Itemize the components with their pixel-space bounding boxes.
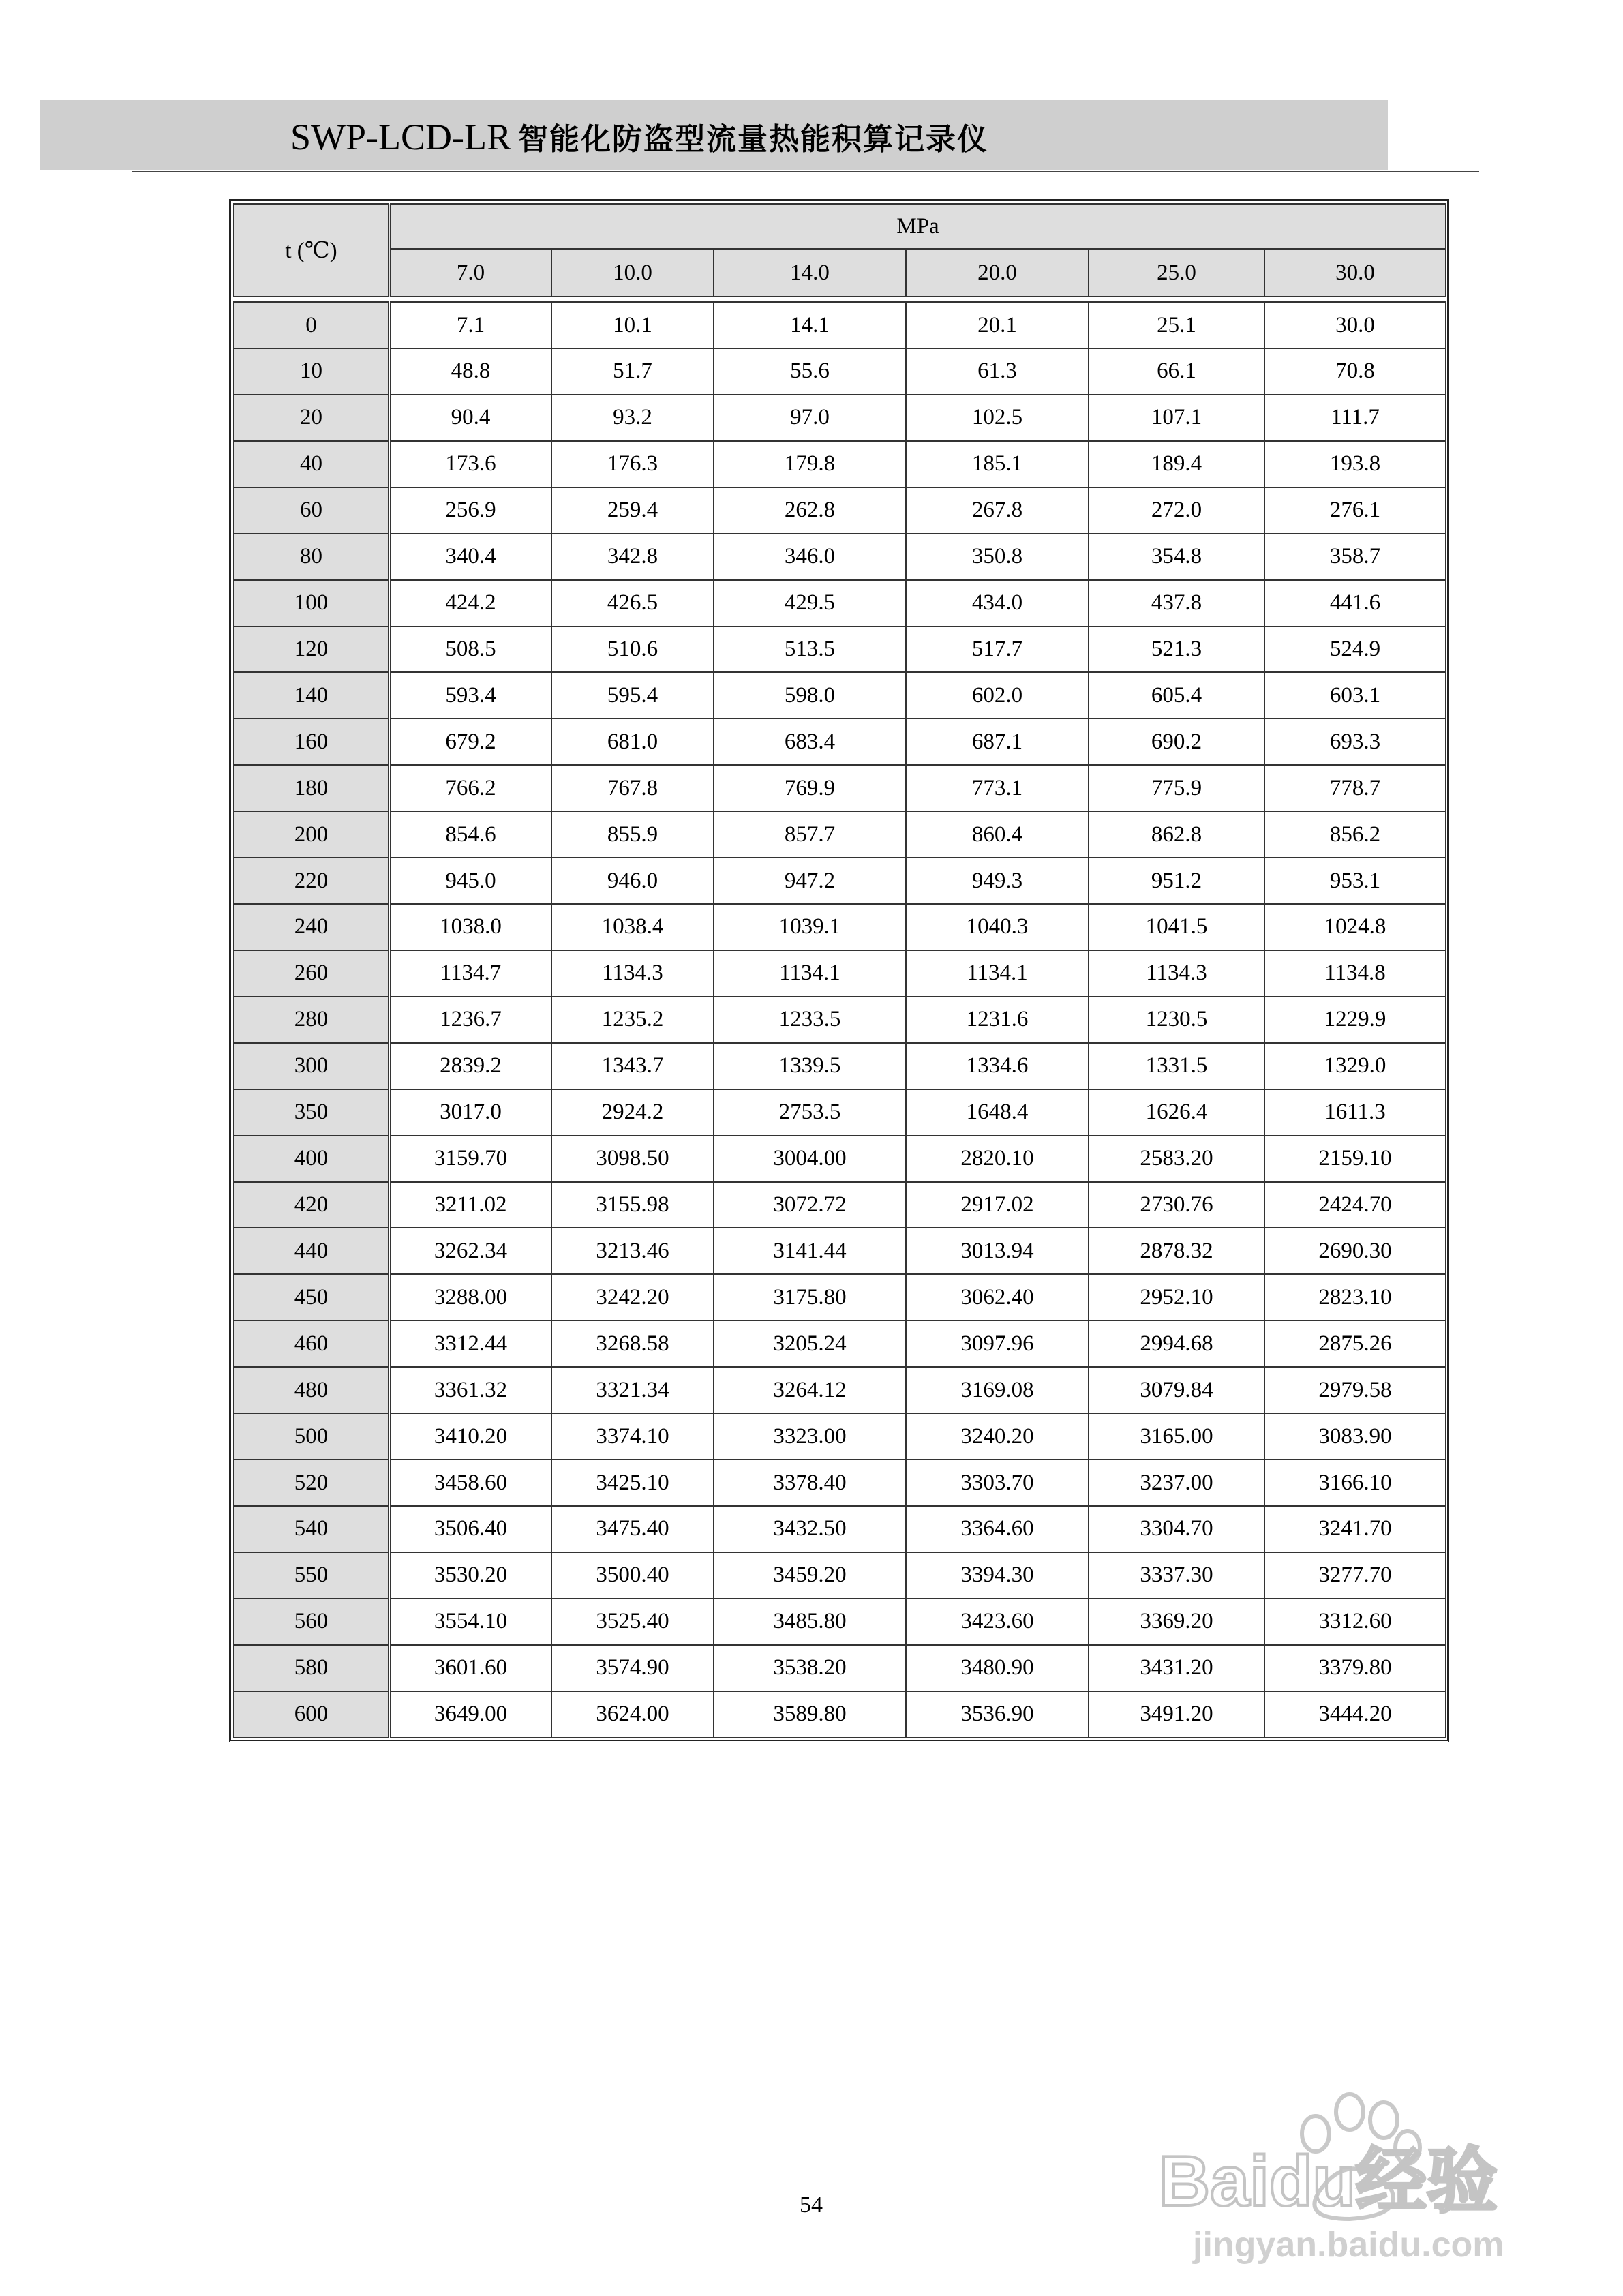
table-row [234, 858, 1446, 904]
enthalpy-cell: 3506.40 [389, 1506, 551, 1552]
enthalpy-cell: 2753.5 [714, 1089, 906, 1136]
enthalpy-cell: 1233.5 [714, 997, 906, 1043]
header-separator [234, 297, 1446, 302]
enthalpy-cell: 3554.10 [389, 1599, 551, 1645]
enthalpy-cell: 3169.08 [906, 1367, 1089, 1413]
enthalpy-cell: 2424.70 [1264, 1182, 1446, 1228]
enthalpy-cell: 1038.4 [551, 904, 714, 950]
temperature-cell: 350 [234, 1089, 389, 1136]
enthalpy-cell: 947.2 [714, 858, 906, 904]
enthalpy-cell: 681.0 [551, 719, 714, 765]
table-row [234, 1367, 1446, 1413]
header-divider [132, 171, 1479, 172]
enthalpy-cell: 1134.1 [714, 950, 906, 997]
enthalpy-cell: 767.8 [551, 765, 714, 811]
enthalpy-cell: 2979.58 [1264, 1367, 1446, 1413]
watermark-brand: Baidu经验 [1159, 2142, 1498, 2221]
enthalpy-cell: 1134.8 [1264, 950, 1446, 997]
table-row [234, 441, 1446, 487]
paw-toe-icon [1336, 2094, 1363, 2130]
enthalpy-cell: 3624.00 [551, 1691, 714, 1738]
enthalpy-cell: 179.8 [714, 441, 906, 487]
enthalpy-cell: 517.7 [906, 626, 1089, 673]
table-row [234, 1043, 1446, 1089]
enthalpy-table-frame [229, 199, 1449, 1742]
temperature-cell: 450 [234, 1274, 389, 1320]
enthalpy-cell: 687.1 [906, 719, 1089, 765]
enthalpy-cell: 3432.50 [714, 1506, 906, 1552]
enthalpy-cell: 107.1 [1089, 395, 1264, 441]
table-row [234, 1228, 1446, 1274]
enthalpy-cell: 1236.7 [389, 997, 551, 1043]
temperature-cell: 140 [234, 672, 389, 719]
enthalpy-cell: 346.0 [714, 534, 906, 580]
enthalpy-cell: 259.4 [551, 487, 714, 534]
enthalpy-cell: 2583.20 [1089, 1136, 1264, 1182]
enthalpy-cell: 1229.9 [1264, 997, 1446, 1043]
enthalpy-cell: 603.1 [1264, 672, 1446, 719]
pressure-column-header: 20.0 [906, 249, 1089, 297]
enthalpy-cell: 3303.70 [906, 1460, 1089, 1506]
table-row [234, 997, 1446, 1043]
enthalpy-cell: 775.9 [1089, 765, 1264, 811]
enthalpy-cell: 1134.3 [551, 950, 714, 997]
enthalpy-cell: 7.1 [389, 302, 551, 348]
enthalpy-cell: 276.1 [1264, 487, 1446, 534]
enthalpy-cell: 1339.5 [714, 1043, 906, 1089]
enthalpy-cell: 97.0 [714, 395, 906, 441]
table-row [234, 1460, 1446, 1506]
enthalpy-cell: 267.8 [906, 487, 1089, 534]
enthalpy-cell: 173.6 [389, 441, 551, 487]
enthalpy-cell: 2917.02 [906, 1182, 1089, 1228]
temperature-cell: 220 [234, 858, 389, 904]
table-row [234, 950, 1446, 997]
table-row [234, 1691, 1446, 1738]
enthalpy-cell: 1331.5 [1089, 1043, 1264, 1089]
enthalpy-cell: 1134.1 [906, 950, 1089, 997]
table-row [234, 1089, 1446, 1136]
enthalpy-cell: 437.8 [1089, 580, 1264, 626]
table-row [234, 1136, 1446, 1182]
enthalpy-cell: 855.9 [551, 811, 714, 858]
enthalpy-cell: 3237.00 [1089, 1460, 1264, 1506]
enthalpy-cell: 102.5 [906, 395, 1089, 441]
enthalpy-cell: 3337.30 [1089, 1552, 1264, 1599]
enthalpy-cell: 3241.70 [1264, 1506, 1446, 1552]
enthalpy-cell: 510.6 [551, 626, 714, 673]
enthalpy-cell: 354.8 [1089, 534, 1264, 580]
table-row [234, 302, 1446, 348]
temperature-cell: 500 [234, 1413, 389, 1460]
baidu-watermark [1145, 2052, 1581, 2270]
enthalpy-cell: 679.2 [389, 719, 551, 765]
enthalpy-cell: 595.4 [551, 672, 714, 719]
enthalpy-cell: 1648.4 [906, 1089, 1089, 1136]
enthalpy-cell: 1134.3 [1089, 950, 1264, 997]
pressure-column-header: 10.0 [551, 249, 714, 297]
enthalpy-cell: 3083.90 [1264, 1413, 1446, 1460]
enthalpy-cell: 30.0 [1264, 302, 1446, 348]
temperature-cell: 120 [234, 626, 389, 673]
enthalpy-cell: 602.0 [906, 672, 1089, 719]
pressure-column-header: 30.0 [1264, 249, 1446, 297]
enthalpy-cell: 3458.60 [389, 1460, 551, 1506]
enthalpy-cell: 3410.20 [389, 1413, 551, 1460]
enthalpy-cell: 3304.70 [1089, 1506, 1264, 1552]
table-row [234, 765, 1446, 811]
enthalpy-cell: 3211.02 [389, 1182, 551, 1228]
table-row [234, 487, 1446, 534]
table-row [234, 626, 1446, 673]
enthalpy-cell: 3480.90 [906, 1645, 1089, 1691]
title-description: 智能化防盗型流量热能积算记录仪 [518, 122, 988, 157]
enthalpy-cell: 3485.80 [714, 1599, 906, 1645]
enthalpy-cell: 3155.98 [551, 1182, 714, 1228]
enthalpy-cell: 693.3 [1264, 719, 1446, 765]
temperature-cell: 240 [234, 904, 389, 950]
temperature-cell: 460 [234, 1320, 389, 1367]
enthalpy-cell: 48.8 [389, 348, 551, 395]
enthalpy-cell: 429.5 [714, 580, 906, 626]
enthalpy-cell: 2924.2 [551, 1089, 714, 1136]
enthalpy-cell: 340.4 [389, 534, 551, 580]
temperature-cell: 300 [234, 1043, 389, 1089]
enthalpy-cell: 3159.70 [389, 1136, 551, 1182]
temperature-cell: 280 [234, 997, 389, 1043]
enthalpy-cell: 3601.60 [389, 1645, 551, 1691]
enthalpy-cell: 2839.2 [389, 1043, 551, 1089]
enthalpy-cell: 3312.44 [389, 1320, 551, 1367]
enthalpy-cell: 90.4 [389, 395, 551, 441]
enthalpy-cell: 2823.10 [1264, 1274, 1446, 1320]
enthalpy-cell: 3141.44 [714, 1228, 906, 1274]
enthalpy-cell: 3312.60 [1264, 1599, 1446, 1645]
enthalpy-cell: 2878.32 [1089, 1228, 1264, 1274]
pressure-column-header: 25.0 [1089, 249, 1264, 297]
enthalpy-cell: 3166.10 [1264, 1460, 1446, 1506]
enthalpy-cell: 3491.20 [1089, 1691, 1264, 1738]
enthalpy-cell: 3431.20 [1089, 1645, 1264, 1691]
temperature-cell: 180 [234, 765, 389, 811]
table-row [234, 1645, 1446, 1691]
enthalpy-cell: 508.5 [389, 626, 551, 673]
enthalpy-cell: 14.1 [714, 302, 906, 348]
enthalpy-cell: 262.8 [714, 487, 906, 534]
table-row [234, 395, 1446, 441]
table-row [234, 348, 1446, 395]
page-number: 54 [800, 2192, 823, 2218]
enthalpy-cell: 185.1 [906, 441, 1089, 487]
temperature-cell: 550 [234, 1552, 389, 1599]
watermark-url: jingyan.baidu.com [1193, 2225, 1504, 2265]
enthalpy-cell: 272.0 [1089, 487, 1264, 534]
enthalpy-cell: 951.2 [1089, 858, 1264, 904]
enthalpy-cell: 3530.20 [389, 1552, 551, 1599]
enthalpy-cell: 3364.60 [906, 1506, 1089, 1552]
enthalpy-cell: 111.7 [1264, 395, 1446, 441]
document-title [290, 113, 988, 161]
enthalpy-cell: 434.0 [906, 580, 1089, 626]
table-row [234, 1506, 1446, 1552]
enthalpy-cell: 3379.80 [1264, 1645, 1446, 1691]
temperature-header: t (℃) [234, 204, 389, 297]
enthalpy-cell: 854.6 [389, 811, 551, 858]
temperature-cell: 80 [234, 534, 389, 580]
enthalpy-cell: 1329.0 [1264, 1043, 1446, 1089]
temperature-cell: 0 [234, 302, 389, 348]
table-row [234, 1274, 1446, 1320]
enthalpy-cell: 690.2 [1089, 719, 1264, 765]
enthalpy-cell: 2730.76 [1089, 1182, 1264, 1228]
enthalpy-cell: 2875.26 [1264, 1320, 1446, 1367]
enthalpy-cell: 2952.10 [1089, 1274, 1264, 1320]
enthalpy-cell: 1343.7 [551, 1043, 714, 1089]
enthalpy-cell: 3500.40 [551, 1552, 714, 1599]
temperature-cell: 580 [234, 1645, 389, 1691]
enthalpy-cell: 350.8 [906, 534, 1089, 580]
enthalpy-cell: 2994.68 [1089, 1320, 1264, 1367]
enthalpy-cell: 593.4 [389, 672, 551, 719]
enthalpy-cell: 3425.10 [551, 1460, 714, 1506]
enthalpy-cell: 55.6 [714, 348, 906, 395]
temperature-cell: 400 [234, 1136, 389, 1182]
enthalpy-cell: 3369.20 [1089, 1599, 1264, 1645]
enthalpy-cell: 10.1 [551, 302, 714, 348]
title-model: SWP-LCD-LR [290, 117, 511, 157]
enthalpy-cell: 342.8 [551, 534, 714, 580]
enthalpy-cell: 857.7 [714, 811, 906, 858]
enthalpy-table [233, 203, 1446, 1738]
table-row [234, 811, 1446, 858]
temperature-cell: 40 [234, 441, 389, 487]
temperature-cell: 600 [234, 1691, 389, 1738]
enthalpy-cell: 3288.00 [389, 1274, 551, 1320]
temperature-cell: 200 [234, 811, 389, 858]
enthalpy-cell: 3475.40 [551, 1506, 714, 1552]
enthalpy-cell: 3423.60 [906, 1599, 1089, 1645]
enthalpy-cell: 773.1 [906, 765, 1089, 811]
temperature-cell: 520 [234, 1460, 389, 1506]
enthalpy-cell: 3165.00 [1089, 1413, 1264, 1460]
enthalpy-cell: 953.1 [1264, 858, 1446, 904]
enthalpy-cell: 20.1 [906, 302, 1089, 348]
enthalpy-cell: 3321.34 [551, 1367, 714, 1413]
enthalpy-cell: 3459.20 [714, 1552, 906, 1599]
enthalpy-cell: 424.2 [389, 580, 551, 626]
enthalpy-cell: 521.3 [1089, 626, 1264, 673]
table-row [234, 1413, 1446, 1460]
enthalpy-cell: 3394.30 [906, 1552, 1089, 1599]
enthalpy-cell: 3062.40 [906, 1274, 1089, 1320]
temperature-cell: 20 [234, 395, 389, 441]
enthalpy-cell: 683.4 [714, 719, 906, 765]
temperature-cell: 440 [234, 1228, 389, 1274]
enthalpy-cell: 3589.80 [714, 1691, 906, 1738]
pressure-unit-header: MPa [389, 204, 1446, 249]
enthalpy-cell: 1039.1 [714, 904, 906, 950]
enthalpy-cell: 1024.8 [1264, 904, 1446, 950]
enthalpy-cell: 1334.6 [906, 1043, 1089, 1089]
enthalpy-cell: 3361.32 [389, 1367, 551, 1413]
enthalpy-cell: 3004.00 [714, 1136, 906, 1182]
enthalpy-cell: 51.7 [551, 348, 714, 395]
enthalpy-cell: 3175.80 [714, 1274, 906, 1320]
temperature-cell: 60 [234, 487, 389, 534]
enthalpy-cell: 1235.2 [551, 997, 714, 1043]
enthalpy-cell: 3649.00 [389, 1691, 551, 1738]
enthalpy-cell: 1134.7 [389, 950, 551, 997]
enthalpy-cell: 66.1 [1089, 348, 1264, 395]
enthalpy-cell: 3213.46 [551, 1228, 714, 1274]
temperature-cell: 560 [234, 1599, 389, 1645]
enthalpy-cell: 945.0 [389, 858, 551, 904]
enthalpy-cell: 70.8 [1264, 348, 1446, 395]
enthalpy-cell: 176.3 [551, 441, 714, 487]
enthalpy-cell: 3262.34 [389, 1228, 551, 1274]
enthalpy-cell: 441.6 [1264, 580, 1446, 626]
enthalpy-cell: 1040.3 [906, 904, 1089, 950]
enthalpy-cell: 3525.40 [551, 1599, 714, 1645]
enthalpy-cell: 189.4 [1089, 441, 1264, 487]
enthalpy-cell: 93.2 [551, 395, 714, 441]
enthalpy-cell: 3017.0 [389, 1089, 551, 1136]
table-row [234, 1599, 1446, 1645]
table-row [234, 719, 1446, 765]
enthalpy-cell: 426.5 [551, 580, 714, 626]
enthalpy-cell: 3240.20 [906, 1413, 1089, 1460]
table-row [234, 1320, 1446, 1367]
enthalpy-cell: 2159.10 [1264, 1136, 1446, 1182]
enthalpy-cell: 1041.5 [1089, 904, 1264, 950]
table-row [234, 672, 1446, 719]
enthalpy-cell: 3378.40 [714, 1460, 906, 1506]
enthalpy-cell: 3538.20 [714, 1645, 906, 1691]
enthalpy-cell: 3205.24 [714, 1320, 906, 1367]
table-row [234, 534, 1446, 580]
enthalpy-cell: 860.4 [906, 811, 1089, 858]
pressure-column-header: 7.0 [389, 249, 551, 297]
enthalpy-cell: 524.9 [1264, 626, 1446, 673]
enthalpy-cell: 513.5 [714, 626, 906, 673]
enthalpy-cell: 3268.58 [551, 1320, 714, 1367]
enthalpy-cell: 358.7 [1264, 534, 1446, 580]
enthalpy-cell: 3444.20 [1264, 1691, 1446, 1738]
temperature-cell: 10 [234, 348, 389, 395]
enthalpy-cell: 3242.20 [551, 1274, 714, 1320]
table-row [234, 580, 1446, 626]
paw-toe-icon [1370, 2102, 1397, 2138]
enthalpy-cell: 193.8 [1264, 441, 1446, 487]
enthalpy-cell: 1611.3 [1264, 1089, 1446, 1136]
pressure-column-header: 14.0 [714, 249, 906, 297]
enthalpy-cell: 3574.90 [551, 1645, 714, 1691]
enthalpy-cell: 3097.96 [906, 1320, 1089, 1367]
table-row [234, 904, 1446, 950]
table-row [234, 1182, 1446, 1228]
enthalpy-cell: 2690.30 [1264, 1228, 1446, 1274]
enthalpy-cell: 949.3 [906, 858, 1089, 904]
temperature-cell: 480 [234, 1367, 389, 1413]
enthalpy-cell: 3323.00 [714, 1413, 906, 1460]
temperature-cell: 420 [234, 1182, 389, 1228]
enthalpy-cell: 3264.12 [714, 1367, 906, 1413]
enthalpy-cell: 766.2 [389, 765, 551, 811]
enthalpy-cell: 2820.10 [906, 1136, 1089, 1182]
temperature-cell: 260 [234, 950, 389, 997]
enthalpy-cell: 256.9 [389, 487, 551, 534]
enthalpy-cell: 598.0 [714, 672, 906, 719]
temperature-cell: 100 [234, 580, 389, 626]
enthalpy-cell: 3374.10 [551, 1413, 714, 1460]
table-row [234, 1552, 1446, 1599]
enthalpy-cell: 25.1 [1089, 302, 1264, 348]
temperature-cell: 540 [234, 1506, 389, 1552]
enthalpy-cell: 946.0 [551, 858, 714, 904]
enthalpy-cell: 1038.0 [389, 904, 551, 950]
enthalpy-cell: 3013.94 [906, 1228, 1089, 1274]
temperature-cell: 160 [234, 719, 389, 765]
enthalpy-cell: 862.8 [1089, 811, 1264, 858]
enthalpy-cell: 1626.4 [1089, 1089, 1264, 1136]
enthalpy-cell: 3277.70 [1264, 1552, 1446, 1599]
enthalpy-cell: 1230.5 [1089, 997, 1264, 1043]
enthalpy-cell: 3072.72 [714, 1182, 906, 1228]
enthalpy-cell: 856.2 [1264, 811, 1446, 858]
enthalpy-cell: 3536.90 [906, 1691, 1089, 1738]
enthalpy-cell: 605.4 [1089, 672, 1264, 719]
enthalpy-cell: 769.9 [714, 765, 906, 811]
enthalpy-cell: 1231.6 [906, 997, 1089, 1043]
enthalpy-cell: 61.3 [906, 348, 1089, 395]
enthalpy-cell: 778.7 [1264, 765, 1446, 811]
enthalpy-cell: 3098.50 [551, 1136, 714, 1182]
enthalpy-cell: 3079.84 [1089, 1367, 1264, 1413]
